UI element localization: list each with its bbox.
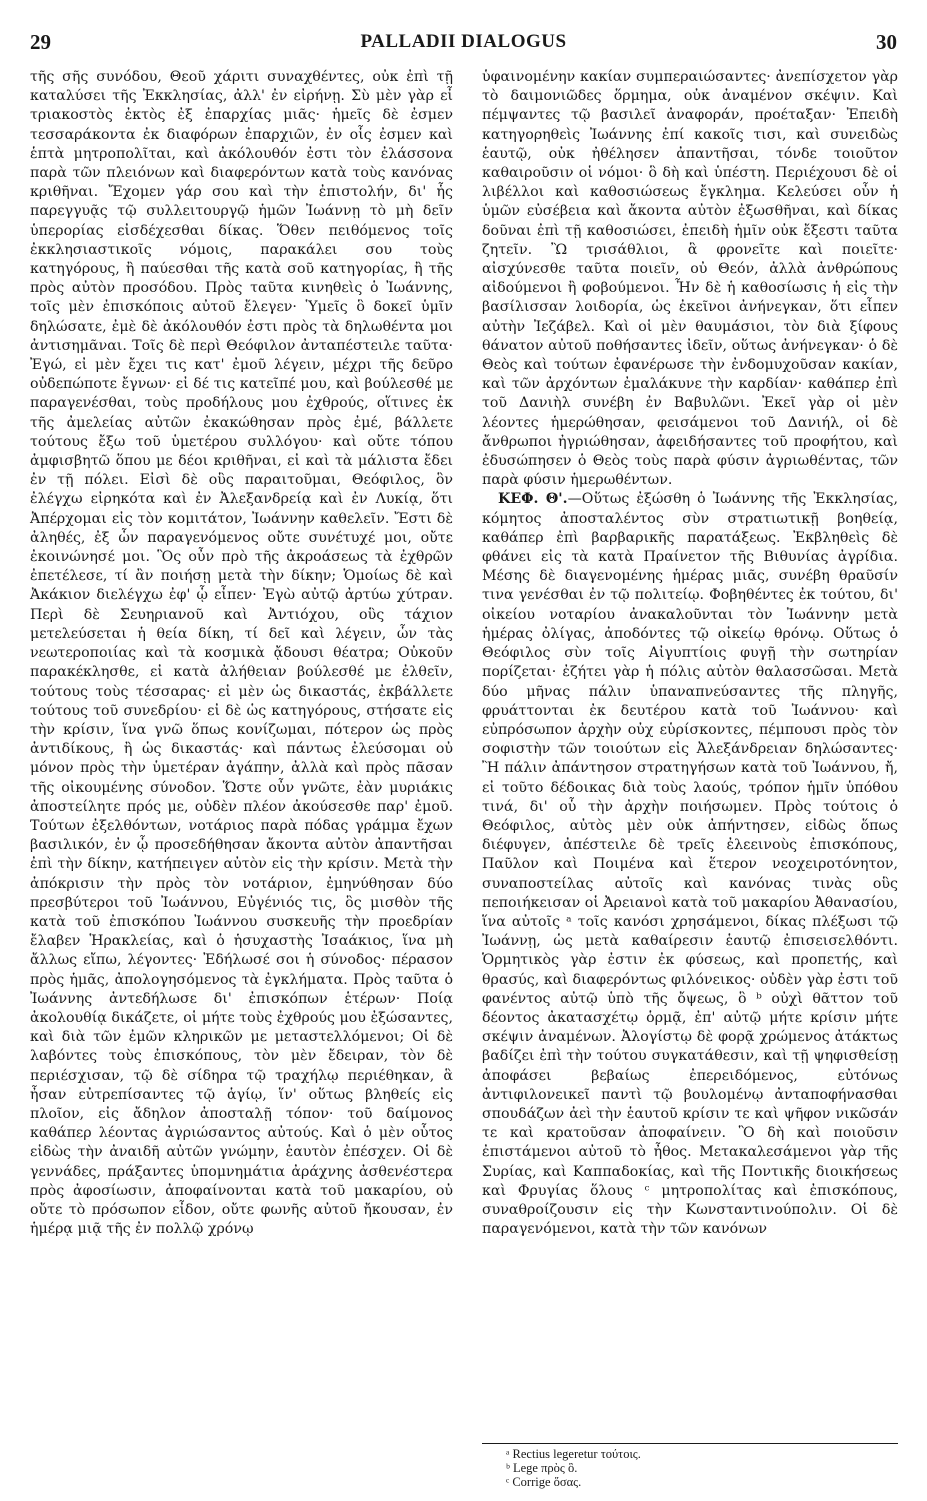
page-number-right: 30 [876, 30, 897, 54]
right-column-text-2: —Οὕτως ἐξώσθη ὁ Ἰωάννης τῆς Ἐκκλησίας, κόμητος ἀποσταλέντος σὺν στρατιωτικῇ βοηθείᾳ, καθάπερ ἐπὶ βαρβαρικῆς παρατάξεως. Ἐκβληθεὶς δὲ φθάνει εἰς τὰ κατὰ Πραίνετον τῆς Βιθυνίας ἀγρίδια. Μέσης δὲ διαγενομένης ἡμέρας μιᾶς, συνέβη θραῦσίν τινα γενέσθαι ἐν τῷ πολιτείῳ. Φοβηθέντες ἐκ τούτου, δι' οἰκείου νοταρίου ἀνακαλοῦνται τὸν Ἰωάννην μετὰ ἡμέρας ὀλίγας, ἀποδόντες τῷ οἰκείῳ θρόνῳ. Οὕτως ὁ Θεόφιλος σὺν τοῖς Αἰγυπτίοις φυγῇ τὴν σωτηρίαν πορίζεται· ἐζήτει γὰρ ἡ πόλις αὐτὸν θαλασσῶσαι. Μετὰ δύο μῆνας πάλιν ὑπαναπνεύσαντες τῆς πληγῆς, φρυάττονται ἐκ δευτέρου κατὰ τοῦ Ἰωάννου· καὶ εὐπρόσωπον ἀρχὴν οὐχ εὑρίσκοντες, πέμπουσι πρὸς τὸν σοφιστὴν τῶν τοιούτων εἰς Ἀλεξάνδρειαν δηλώσαντες· Ἢ πάλιν ἀπάντησον στρατηγήσων κατὰ τοῦ Ἰωάννου, ἤ, εἰ τοῦτο δέδοικας διὰ τοὺς λαούς, τρόπον ἡμῖν ὑπόθου τινά, δι' οὗ τὴν ἀρχὴν ποιήσωμεν. Πρὸς τούτοις ὁ Θεόφιλος, αὐτὸς μὲν οὐκ ἀπήντησεν, εἰδὼς ὅπως διέφυγεν, ἀπέστειλε δὲ τρεῖς ἐλεεινοὺς ἐπισκόπους, Παῦλον καὶ Ποιμένα καὶ ἕτερον νεοχειροτόνητον, συναποστείλας αὐτοῖς καὶ κανόνας τινὰς οὓς πεποιήκεισαν οἱ Ἀρειανοὶ κατὰ τοῦ μακαρίου Ἀθανασίου, ἵνα αὐτοῖς ᵃ τοῖς κανόσι χρησάμενοι, δίκας πλέξωσι τῷ Ἰωάννῃ, ὡς μετὰ καθαίρεσιν ἑαυτῷ ἐπισεισελθόντι. Ὁρμητικὸς γὰρ ἐστιν ἐκ φύσεως, καὶ προπετής, καὶ θρασύς, καὶ διαφερόντως φιλόνεικος· οὐδὲν γὰρ ἐστι τοῦ φανέντος αὐτῷ ὑπὸ τῆς ὄψεως, ὃ ᵇ οὐχὶ θᾶττον τοῦ δέοντος ἀκατασχέτῳ ὁρμᾷ, ἐπ' αὐτῷ μήτε κρίσιν μήτε σκέψιν ἀναμένων. Ἀλογίστῳ δὲ φορᾷ χρώμενος ἀτάκτως βαδίζει ἐπὶ τὴν τούτου συγκατάθεσιν, καὶ τῇ ψηφισθείσῃ ἀποφάσει βεβαίως ἐπερειδόμενος, εὐτόνως ἀντιφιλονεικεῖ παντὶ τῷ βουλομένῳ ἀνταποφήνασθαι σπουδάζων ἀεὶ τὴν ἑαυτοῦ κρίσιν τε καὶ ψῆφον νικῶσάν τε καὶ κρατοῦσαν ἀποφαίνειν. Ὃ δὴ καὶ ποιοῦσιν ἐπιστάμενοι αὐτοῦ τὸ ἦθος. Μετακαλεσάμενοι γὰρ τῆς Συρίας, καὶ Καππαδοκίας, καὶ τῆς Ποντικῆς διοικήσεως καὶ Φρυγίας ὅλους ᶜ μητροπολίτας καὶ ἐπισκόπους, συναθροίζουσιν εἰς τὴν Κωνσταντινούπολιν. Οἱ δὲ παραγενόμενοι, κατὰ τὴν τῶν κανόνων [482, 491, 898, 1238]
footnote-c: ᶜ Corrige ὅσας. [506, 1475, 582, 1489]
left-column [30, 68, 453, 1239]
chapter-heading: ΚΕΦ. Θ'. [498, 491, 568, 508]
footnote-b: ᵇ Lege πρὸς ὃ. [506, 1461, 578, 1475]
chapter-paragraph [482, 490, 898, 1239]
right-column-text-1: ὑφαινομένην κακίαν συμπεραιώσαντες· ἀνεπίσχετον γὰρ τὸ δαιμονιῶδες ὅρμημα, οὐκ ἀναμένον σκέψιν. Καὶ πέμψαντες τῷ βασιλεῖ ἀναφοράν, προέταξαν· Ἐπειδὴ κατηγορηθεὶς Ἰωάννης ἐπί κακοῖς τισι, καὶ συνειδὼς ἑαυτῷ, οὐκ ἠθέλησεν ἀπαντῆσαι, τόνδε τοιοῦτον καθαιροῦσιν οἱ νόμοι· ὃ δὴ καὶ ὑπέστη. Περιέχουσι δὲ οἱ λιβέλλοι καὶ καθοσιώσεως ἔγκλημα. Κελεύσει οὖν ἡ ὑμῶν εὐσέβεια καὶ ἄκοντα αὐτὸν ἐξωσθῆναι, καὶ δίκας δοῦναι ἐπὶ τῇ καθοσιώσει, ἐπειδὴ ἡμῖν οὐκ ἔξεστι ταῦτα ζητεῖν. Ὢ τρισάθλιοι, ἃ φρονεῖτε καὶ ποιεῖτε· αἰσχύνεσθε ταῦτα ποιεῖν, οὐ Θεόν, ἀλλὰ ἀνθρώπους αἰδούμενοι ἢ φοβούμενοι. Ἦν δὲ ἡ καθοσίωσις ἡ εἰς τὴν βασίλισσαν λοιδορία, ὡς ἐκεῖνοι ἀνήνεγκαν, ὅτι εἶπεν αὐτὴν Ἰεζάβελ. Καὶ οἱ μὲν θαυμάσιοι, τὸν διὰ ξίφους θάνατον αὐτοῦ ποθήσαντες ἰδεῖν, οὕτως ἀνήνεγκαν· ὁ δὲ Θεὸς καὶ τούτων ἐφανέρωσε τὴν ἐνδομυχοῦσαν κακίαν, καὶ τῶν ἀρχόντων ἐμαλάκυνε τὴν καρδίαν· καθάπερ ἐπὶ τοῦ Δανιὴλ συνέβη ἐν Βαβυλῶνι. Ἐκεῖ γὰρ οἱ μὲν λέοντες ἡμερώθησαν, φεισάμενοι τοῦ Δανιήλ, οἱ δὲ ἄνθρωποι ἠγριώθησαν, ἀφειδήσαντες τοῦ προφήτου, καὶ ἐδυσώπησεν ὁ Θεὸς τοὺς παρὰ φύσιν ἀγριωθέντας, τῶν παρὰ φύσιν ἡμερωθέντων. [482, 69, 898, 489]
footnote-a: ᵃ Rectius legeretur τούτοις. [506, 1447, 641, 1461]
footnotes [482, 1443, 898, 1489]
right-column [482, 68, 898, 1239]
page-number-left: 29 [30, 30, 51, 54]
running-head [30, 30, 897, 56]
running-title: PALLADII DIALOGUS [360, 31, 567, 52]
left-column-text: τῆς σῆς συνόδου, Θεοῦ χάριτι συναχθέντες, οὐκ ἐπὶ τῇ καταλύσει τῆς Ἐκκλησίας, ἀλλ' ἐν εἰρήνῃ. Σὺ μὲν γὰρ εἶ τριακοστὸς ἐκτὸς ἐξ ἐπαρχίας μιᾶς· ἡμεῖς δὲ ἐσμεν τεσσαράκοντα ἐκ διαφόρων ἐπαρχιῶν, ἐν οἷς ἐσμεν καὶ ἑπτὰ μητροπολῖται, καὶ ἀκόλουθόν ἐστι τὸν ἐλάσσονα παρὰ τῶν πλειόνων καὶ διαφερόντων κατὰ τοὺς κανόνας κριθῆναι. Ἔχομεν γάρ σου καὶ τὴν ἐπιστολήν, δι' ἧς παρεγγυᾷς τῷ συλλειτουργῷ ἡμῶν Ἰωάννῃ τὸ μὴ δεῖν ὑπερορίας εἰσδέχεσθαι δίκας. Ὅθεν πειθόμενος τοῖς ἐκκλησιαστικοῖς νόμοις, παρακάλει σου τοὺς κατηγόρους, ἢ παύεσθαι τῆς κατὰ σοῦ κατηγορίας, ἢ τῆς πρὸς αὐτὸν προσόδου. Πρὸς ταῦτα κινηθεὶς ὁ Ἰωάννης, τοῖς μὲν ἐπισκόποις αὐτοῦ ἔλεγεν· Ὑμεῖς ὃ δοκεῖ ὑμῖν δηλώσατε, ἐμὲ δὲ ἀκόλουθόν ἐστι πρὸς τὰ δηλωθέντα μοι ἀντισημᾶναι. Τοῖς δὲ περὶ Θεόφιλον ἀνταπέστειλε ταῦτα· Ἐγώ, εἰ μὲν ἔχει τις κατ' ἐμοῦ λέγειν, μέχρι τῆς δεῦρο οὐδεπώποτε ἔγνων· εἰ δέ τις κατεῖπέ μου, καὶ βούλεσθέ με παραγενέσθαι, τοὺς προδήλους μου ἐχθρούς, οἵτινες ἐκ τῆς ἀμελείας αὐτῶν ἐκακώθησαν πρὸς ἐμέ, βάλλετε τούτους ἔξω τοῦ ὑμετέρου συλλόγου· καὶ οὔτε τόπου ἀμφισβητῶ ὅπου με δέοι κριθῆναι, εἰ καὶ τὰ μάλιστα ἔδει ἐν τῇ πόλει. Εἰσὶ δὲ οὓς παραιτοῦμαι, Θεόφιλος, ὃν ἐλέγχω εἰρηκότα καὶ ἐν Ἀλεξανδρείᾳ καὶ ἐν Λυκίᾳ, ὅτι Ἀπέρχομαι εἰς τὸν κομιτάτον, Ἰωάννην καθελεῖν. Ἔστι δὲ ἀληθές, ἐξ ὧν παραγενόμενος οὔτε συνέτυχέ μοι, οὔτε ἐκοινώνησέ μοι. Ὃς οὖν πρὸ τῆς ἀκροάσεως τὰ ἐχθρῶν ἐπετέλεσε, τί ἂν ποιήσῃ μετὰ τὴν δίκην; Ὁμοίως δὲ καὶ Ἀκάκιον διελέγχω ἐφ' ᾧ εἶπεν· Ἐγὼ αὐτῷ ἀρτύω χύτραν. Περὶ δὲ Σευηριανοῦ καὶ Ἀντιόχου, οὓς τάχιον μετελεύσεται ἡ θεία δίκη, τί δεῖ καὶ λέγειν, ὧν τὰς νεωτεροποιίας καὶ τὰ κοσμικὰ ᾄδουσι θέατρα; Οὐκοῦν παρακέκλησθε, εἰ κατὰ ἀλήθειαν βούλεσθέ με ἐλθεῖν, τούτους τοὺς τέσσαρας· εἰ μὲν ὡς δικαστάς, ἐκβάλλετε τούτους τοῦ συνεδρίου· εἰ δὲ ὡς κατηγόρους, στήσατε εἰς τὴν κρίσιν, ἵνα γνῶ ὅπως κονίζωμαι, πότερον ὡς πρὸς ἀντιδίκους, ἢ ὡς δικαστάς· καὶ πάντως ἐλεύσομαι οὐ μόνον πρὸς τὴν ὑμετέραν ἀγάπην, ἀλλὰ καὶ πρὸς πᾶσαν τῆς οἰκουμένης σύνοδον. Ὥστε οὖν γνῶτε, ἐὰν μυριάκις ἀποστείλητε πρός με, οὐδὲν πλέον ἀκούσεσθε παρ' ἐμοῦ. Τούτων ἐξελθόντων, νοτάριος παρὰ πόδας γράμμα ἔχων βασιλικόν, ἐν ᾧ προσεδήθησαν ἄκοντα αὐτὸν ἀπαντῆσαι ἐπὶ τὴν δίκην, κατήπειγεν αὐτὸν εἰς τὴν κρίσιν. Μετὰ τὴν ἀπόκρισιν τὴν πρὸς τὸν νοτάριον, ἐμηνύθησαν δύο πρεσβύτεροι τοῦ Ἰωάννου, Εὐγένιός τις, ὃς μισθὸν τῆς κατὰ τοῦ ἐπισκόπου Ἰωάννου συσκευῆς τὴν προεδρίαν ἔλαβεν Ἡρακλείας, καὶ ὁ ἡσυχαστὴς Ἰσαάκιος, ἵνα μὴ ἄλλως εἴπω, λέγοντες· Ἐδήλωσέ σοι ἡ σύνοδος· πέρασον πρὸς ἡμᾶς, ἀπολογησόμενος τὰ ἐγκλήματα. Πρὸς ταῦτα ὁ Ἰωάννης ἀντεδήλωσε δι' ἐπισκόπων ἑτέρων· Ποίᾳ ἀκολουθίᾳ δικάζετε, οἱ μήτε τοὺς ἐχθρούς μου ἐξώσαντες, καὶ διὰ τῶν ἐμῶν κληρικῶν με μεταστελλόμενοι; Οἱ δὲ λαβόντες τοὺς ἐπισκόπους, τὸν μὲν ἔδειραν, τὸν δὲ περιέσχισαν, τῷ δὲ σίδηρα τῷ τραχήλῳ περιέθηκαν, ἃ ἦσαν εὐτρεπίσαντες τῷ ἁγίῳ, ἵν' οὕτως βληθείς εἰς πλοῖον, εἰς ἄδηλον ἀποσταλῇ τόπον· τοῦ δαίμονος καθάπερ λέοντας ἀγριώσαντος αὐτούς. Καὶ ὁ μὲν οὗτος εἰδὼς τὴν ἀναιδῆ αὐτῶν γνώμην, ἑαυτὸν ἐπέσχεν. Οἱ δὲ γεννάδες, πράξαντες ὑπομνημάτια ἀράχνης ἀσθενέστερα πρὸς ἀφοσίωσιν, ἀποφαίνονται κατὰ τοῦ μακαρίου, οὐ οὔτε τὸ πρόσωπον εἶδον, οὔτε φωνῆς αὐτοῦ ἤκουσαν, ἐν ἡμέρᾳ μιᾷ τῆς ἐν πολλῷ χρόνῳ [30, 69, 453, 1238]
